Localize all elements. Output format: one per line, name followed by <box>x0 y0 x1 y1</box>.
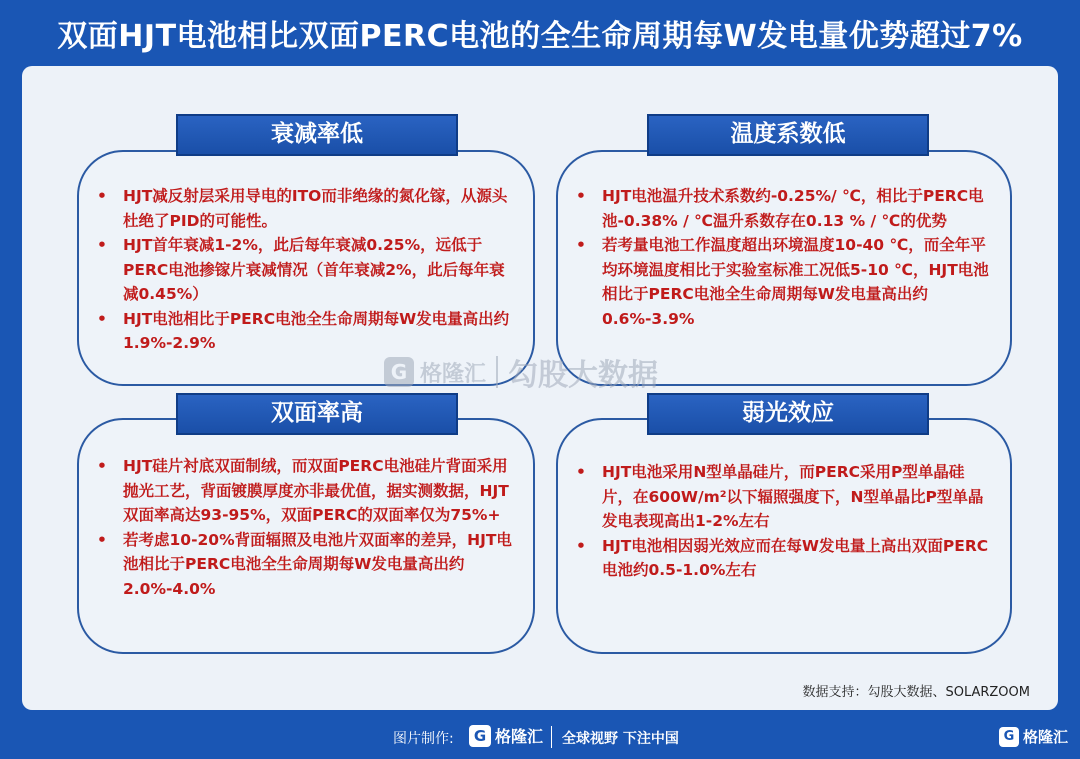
card-decay-rate-heading: 衰减率低 <box>176 114 458 156</box>
card-weak-light-heading: 弱光效应 <box>647 393 929 435</box>
footer-divider <box>551 726 552 748</box>
watermark-partner: 勾股大数据 <box>508 358 659 393</box>
corner-logo <box>999 726 1068 747</box>
list-item: • HJT减反射层采用导电的ITO而非绝缘的氮化镓，从源头杜绝了PID的可能性。 <box>97 184 515 233</box>
list-item: • 若考量电池工作温度超出环境温度10-40 ℃，而全年平均环境温度相比于实验室标准工况低5-10 ℃，HJT电池相比于PERC电池全生命周期每W发电量高出约0.6%-3.9% <box>576 233 994 331</box>
card-weak-light <box>556 418 1012 654</box>
list-item: • HJT电池采用N型单晶硅片，而PERC采用P型单晶硅片，在600W/m²以下辐照强度下，N型单晶比P型单晶发电表现高出1-2%左右 <box>576 460 994 534</box>
gelonghui-logo-icon: G <box>469 725 491 747</box>
footer-brand: 格隆汇 <box>495 727 544 746</box>
list-item: • HJT电池温升技术系数约-0.25%/ ℃，相比于PERC电池-0.38% / ℃温升系数存在0.13 % / ℃的优势 <box>576 184 994 233</box>
footer-slogan: 全球视野 下注中国 <box>562 731 679 747</box>
list-item: • HJT电池相比于PERC电池全生命周期每W发电量高出约1.9%-2.9% <box>97 307 515 356</box>
card-bifaciality-list <box>97 454 515 601</box>
source-note: 数据支持：勾股大数据、SOLARZOOM <box>802 685 1030 700</box>
gelonghui-logo-icon: G <box>384 357 414 387</box>
list-item: • HJT电池相因弱光效应而在每W发电量上高出双面PERC电池约0.5-1.0%左右 <box>576 534 994 583</box>
card-bifaciality-heading: 双面率高 <box>176 393 458 435</box>
card-temperature-coefficient-list <box>576 184 994 331</box>
footer <box>0 722 1080 752</box>
page-title: 双面HJT电池相比双面PERC电池的全生命周期每W发电量优势超过7% <box>57 19 1023 54</box>
footer-made-by: 图片制作: <box>393 731 454 747</box>
gelonghui-logo-icon: G <box>999 727 1019 747</box>
corner-brand: 格隆汇 <box>1022 728 1068 746</box>
watermark-brand: 格隆汇 <box>420 361 487 387</box>
watermark-divider <box>496 356 498 388</box>
content-panel <box>22 66 1058 710</box>
card-weak-light-list <box>576 460 994 583</box>
watermark <box>384 350 658 394</box>
list-item: • HJT首年衰减1-2%，此后每年衰减0.25%，远低于PERC电池掺镓片衰减情况（首年衰减2%，此后每年衰减0.45%） <box>97 233 515 307</box>
card-bifaciality <box>77 418 535 654</box>
footer-logo <box>469 724 543 747</box>
list-item: • 若考虑10-20%背面辐照及电池片双面率的差异，HJT电池相比于PERC电池全生命周期每W发电量高出约2.0%-4.0% <box>97 528 515 602</box>
list-item: • HJT硅片衬底双面制绒，而双面PERC电池硅片背面采用抛光工艺，背面镀膜厚度亦非最优值，据实测数据，HJT双面率高达93-95%，双面PERC的双面率仅为75%+ <box>97 454 515 528</box>
card-decay-rate-list <box>97 184 515 356</box>
card-temperature-coefficient-heading: 温度系数低 <box>647 114 929 156</box>
